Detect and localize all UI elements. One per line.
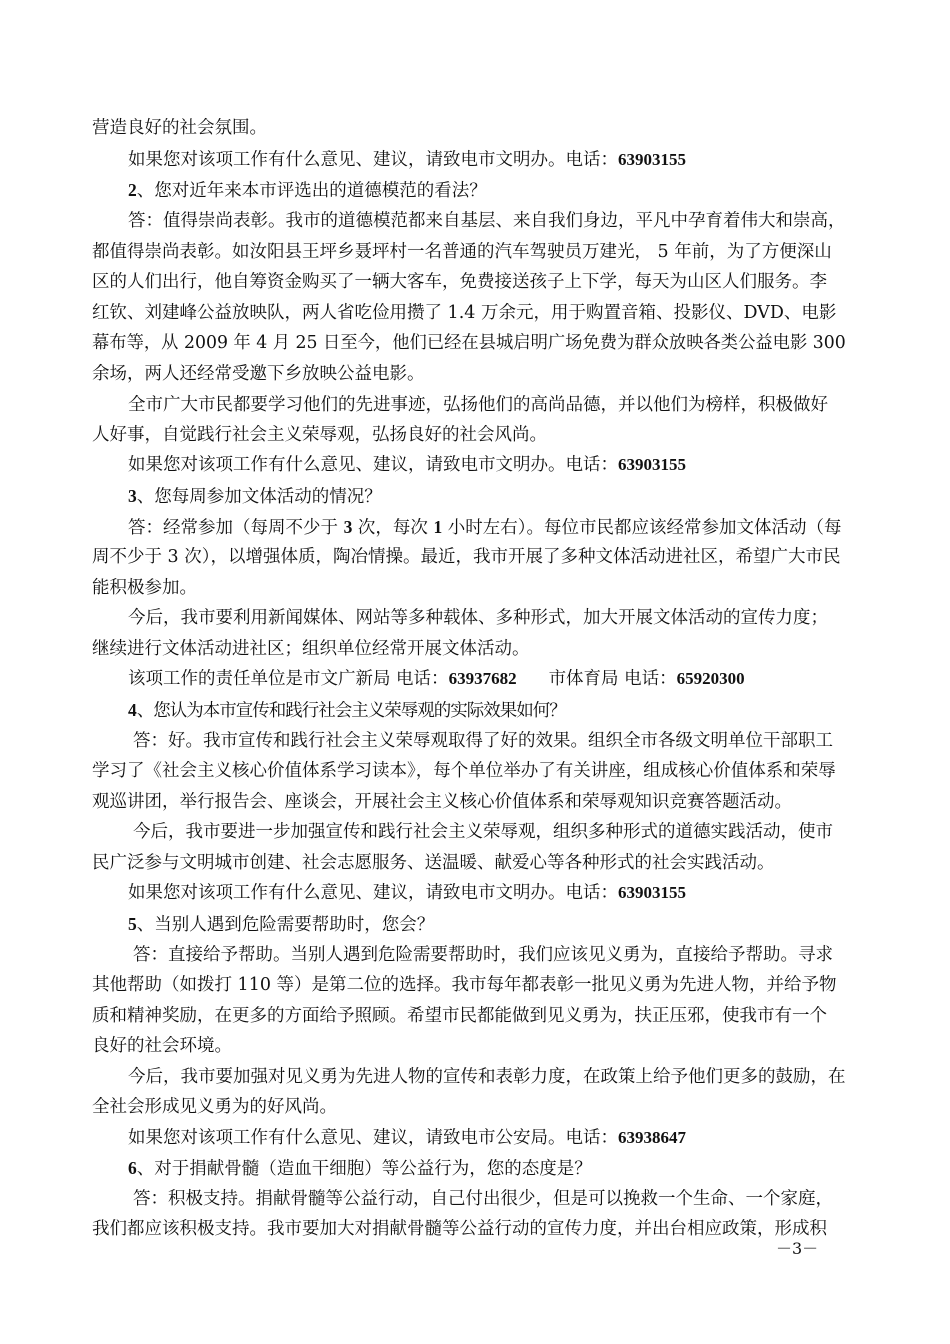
question-6: [128, 1156, 592, 1181]
paragraph-line: [128, 606, 828, 630]
text: 答：好。我市宣传和践行社会主义荣辱观取得了好的效果。组织全市各级文明单位干部职工: [133, 731, 833, 751]
phone-number: 65920300: [676, 669, 745, 688]
phone-number: 63937682: [448, 669, 517, 688]
paragraph-line: [92, 790, 792, 814]
question-4: [128, 698, 566, 723]
text: 次，每次: [352, 518, 434, 538]
paragraph-line: [92, 1034, 232, 1058]
text: 余场，两人还经常受邀下乡放映公益电影。: [92, 364, 425, 384]
text: 全社会形成见义勇为的好风尚。: [92, 1097, 337, 1117]
question-number: 6: [128, 1158, 137, 1178]
text: 全市广大市民都要学习他们的先进事迹，弘扬他们的高尚品德，并以他们为榜样，积极做好: [128, 395, 828, 415]
contact-text: 该项工作的责任单位是市文广新局 电话：: [128, 669, 449, 689]
text: 营造良好的社会氛围。: [92, 118, 267, 138]
contact-line: [128, 1126, 686, 1150]
text: 民广泛参与文明城市创建、社会志愿服务、送温暖、献爱心等各种形式的社会实践活动。: [92, 853, 775, 873]
question-number: 5: [128, 914, 137, 934]
text: 答：经常参加（每周不少于: [128, 518, 344, 538]
question-text: 、您认为本市宣传和践行社会主义荣辱观的实际效果如何？: [136, 701, 566, 721]
contact-text: 如果您对该项工作有什么意见、建议，请致电市公安局。电话：: [128, 1128, 618, 1148]
paragraph-line: [92, 973, 837, 997]
contact-line: [128, 453, 686, 477]
question-number: 3: [128, 486, 137, 506]
paragraph-line: [92, 423, 547, 447]
text: 能积极参加。: [92, 578, 197, 598]
paragraph-line: [133, 1187, 833, 1211]
question-number: 4: [128, 700, 137, 720]
question-5: [128, 912, 434, 937]
text: 学习了《社会主义核心价值体系学习读本》，每个单位举办了有关讲座，组成核心价值体系和荣辱: [92, 761, 836, 781]
contact-text: 市体育局 电话：: [548, 669, 677, 689]
page-number: －3－: [776, 1239, 819, 1258]
phone-number: 63903155: [618, 455, 686, 474]
paragraph-line: [133, 943, 833, 967]
question-3: [128, 484, 382, 509]
text: 继续进行文体活动进社区；组织单位经常开展文体活动。: [92, 639, 530, 659]
text: 质和精神奖励，在更多的方面给予照顾。希望市民都能做到见义勇为，扶正压邪，使我市有一个: [92, 1006, 827, 1026]
paragraph-line: [92, 637, 530, 661]
paragraph-line: [92, 1004, 827, 1028]
text: 今后，我市要利用新闻媒体、网站等多种载体、多种形式，加大开展文体活动的宣传力度；: [128, 608, 828, 628]
text: 小时左右）。每位市民都应该经常参加文体活动（每: [442, 518, 842, 538]
paragraph-line: [92, 576, 197, 600]
paragraph-line: [128, 393, 828, 417]
paragraph-line: [133, 820, 833, 844]
phone-number: 63903155: [618, 883, 686, 902]
text: 答：值得崇尚表彰。我市的道德模范都来自基层、来自我们身边，平凡中孕育着伟大和崇高，: [128, 211, 846, 231]
paragraph-line: [92, 851, 775, 875]
contact-line: [128, 148, 686, 172]
text: 其他帮助（如拨打 110 等）是第二位的选择。我市每年都表彰一批见义勇为先进人物，并给予物: [92, 975, 837, 995]
paragraph-line: [92, 545, 841, 569]
text: 答：直接给予帮助。当别人遇到危险需要帮助时，我们应该见义勇为，直接给予帮助。寻求: [133, 945, 833, 965]
contact-text: 如果您对该项工作有什么意见、建议，请致电市文明办。电话：: [128, 455, 618, 475]
contact-text: 如果您对该项工作有什么意见、建议，请致电市文明办。电话：: [128, 883, 618, 903]
text: 良好的社会环境。: [92, 1036, 232, 1056]
paragraph-line: [128, 209, 846, 233]
question-text: 、您对近年来本市评选出的道德模范的看法？: [136, 181, 487, 201]
text: 今后，我市要加强对见义勇为先进人物的宣传和表彰力度，在政策上给予他们更多的鼓励，在: [128, 1067, 846, 1087]
paragraph-line: [92, 270, 827, 294]
paragraph-line: [92, 362, 425, 386]
text: 周不少于 3 次），以增强体质，陶冶情操。最近，我市开展了多种文体活动进社区，希望广大市民: [92, 547, 841, 567]
question-text: 、对于捐献骨髓（造血干细胞）等公益行为，您的态度是？: [136, 1159, 592, 1179]
contact-line: [128, 881, 686, 905]
text: 今后，我市要进一步加强宣传和践行社会主义荣辱观，组织多种形式的道德实践活动，使市: [133, 822, 833, 842]
question-text: 、您每周参加文体活动的情况？: [136, 487, 382, 507]
text: 区的人们出行，他自筹资金购买了一辆大客车，免费接送孩子上下学，每天为山区人们服务。李: [92, 272, 827, 292]
text: 都值得崇尚表彰。如汝阳县王坪乡聂坪村一名普通的汽车驾驶员万建光， 5 年前，为了方便深山: [92, 242, 832, 262]
text: 我们都应该积极支持。我市要加大对捐献骨髓等公益行动的宣传力度，并出台相应政策，形成积: [92, 1219, 827, 1239]
paragraph-line: [92, 301, 836, 325]
question-number: 2: [128, 180, 137, 200]
text: 幕布等，从 2009 年 4 月 25 日至今，他们已经在县城启明广场免费为群众放映各类公益电影 300: [92, 333, 846, 353]
paragraph-line: [92, 331, 846, 355]
text: 红钦、刘建峰公益放映队，两人省吃俭用攒了 1.4 万余元，用于购置音箱、投影仪、DVD、电影: [92, 303, 837, 323]
paragraph-line: [92, 240, 832, 264]
text: 观巡讲团，举行报告会、座谈会，开展社会主义核心价值体系和荣辱观知识竞赛答题活动。: [92, 792, 792, 812]
text: 答：积极支持。捐献骨髓等公益行动，自己付出很少，但是可以挽救一个生命、一个家庭，: [133, 1189, 833, 1209]
question-text: 、当别人遇到危险需要帮助时，您会？: [136, 915, 435, 935]
paragraph-line: [92, 1217, 827, 1241]
contact-line: [128, 667, 745, 691]
paragraph-line: [92, 116, 267, 140]
question-2: [128, 178, 487, 203]
text: 人好事，自觉践行社会主义荣辱观，弘扬良好的社会风尚。: [92, 425, 547, 445]
contact-text: 如果您对该项工作有什么意见、建议，请致电市文明办。电话：: [128, 150, 618, 170]
paragraph-line: [92, 1095, 337, 1119]
paragraph-line: [92, 759, 836, 783]
paragraph-line: [128, 515, 842, 540]
paragraph-line: [128, 1065, 846, 1089]
phone-number: 63938647: [618, 1128, 686, 1147]
phone-number: 63903155: [618, 150, 686, 169]
bold-number: 1: [433, 517, 443, 537]
paragraph-line: [133, 729, 833, 753]
bold-number: 3: [343, 517, 353, 537]
